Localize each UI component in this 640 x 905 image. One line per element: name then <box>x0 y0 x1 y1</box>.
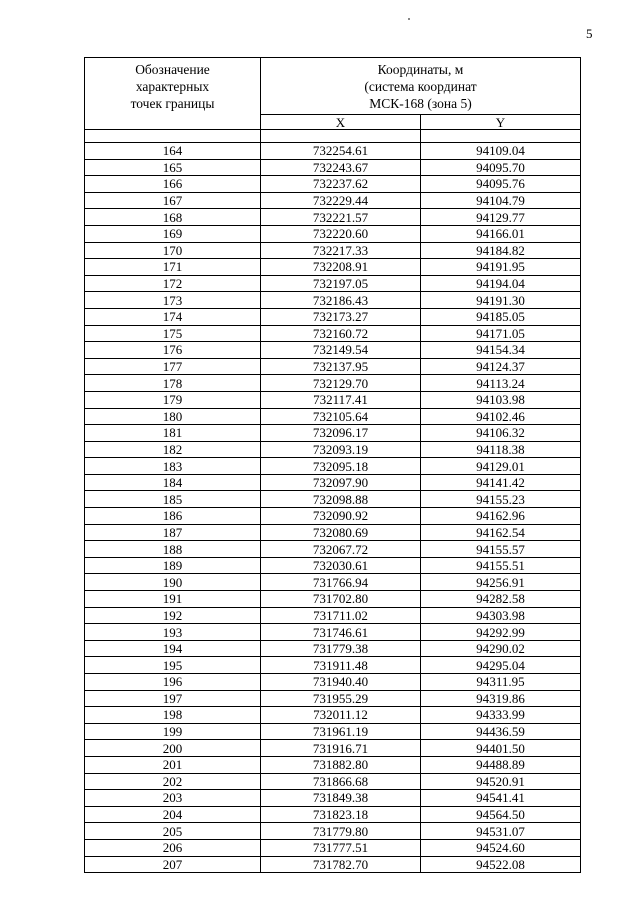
point-id-cell: 169 <box>85 225 261 242</box>
point-id-cell: 188 <box>85 541 261 558</box>
point-id-cell: 176 <box>85 342 261 359</box>
x-coordinate-cell: 731766.94 <box>261 574 421 591</box>
point-id-cell: 199 <box>85 723 261 740</box>
table-row <box>85 159 581 176</box>
y-coordinate-cell: 94104.79 <box>421 192 581 209</box>
y-coordinate-cell: 94155.57 <box>421 541 581 558</box>
y-coordinate-cell: 94319.86 <box>421 690 581 707</box>
point-id-cell: 191 <box>85 591 261 608</box>
table-row <box>85 308 581 325</box>
y-coordinate-cell: 94290.02 <box>421 640 581 657</box>
point-id-cell: 187 <box>85 524 261 541</box>
point-id-cell: 202 <box>85 773 261 790</box>
table-row <box>85 839 581 856</box>
coordinates-header-line: МСК-168 (зона 5) <box>369 96 472 111</box>
x-coordinate-cell: 731782.70 <box>261 856 421 873</box>
y-coordinate-cell: 94256.91 <box>421 574 581 591</box>
table-row <box>85 674 581 691</box>
y-coordinate-cell: 94333.99 <box>421 707 581 724</box>
table-row <box>85 408 581 425</box>
y-coordinate-cell: 94155.23 <box>421 491 581 508</box>
coordinates-header-line: (система координат <box>364 79 477 94</box>
point-id-cell: 178 <box>85 375 261 392</box>
blank-cell <box>261 130 421 143</box>
table-row <box>85 209 581 226</box>
point-id-cell: 167 <box>85 192 261 209</box>
point-id-cell: 165 <box>85 159 261 176</box>
y-coordinate-cell: 94191.95 <box>421 259 581 276</box>
point-id-cell: 205 <box>85 823 261 840</box>
axis-x-header: X <box>261 115 421 130</box>
table-row <box>85 342 581 359</box>
table-row <box>85 375 581 392</box>
point-id-cell: 190 <box>85 574 261 591</box>
table-row <box>85 740 581 757</box>
x-coordinate-cell: 732095.18 <box>261 458 421 475</box>
y-coordinate-cell: 94185.05 <box>421 308 581 325</box>
table-row <box>85 524 581 541</box>
table-row <box>85 458 581 475</box>
point-id-cell: 198 <box>85 707 261 724</box>
x-coordinate-cell: 732229.44 <box>261 192 421 209</box>
point-id-cell: 203 <box>85 790 261 807</box>
table-row <box>85 856 581 873</box>
x-coordinate-cell: 732186.43 <box>261 292 421 309</box>
x-coordinate-cell: 732030.61 <box>261 557 421 574</box>
x-coordinate-cell: 732237.62 <box>261 176 421 193</box>
blank-separator-row <box>85 130 581 143</box>
table-row <box>85 176 581 193</box>
y-coordinate-cell: 94106.32 <box>421 425 581 442</box>
y-coordinate-cell: 94095.70 <box>421 159 581 176</box>
x-coordinate-cell: 732093.19 <box>261 441 421 458</box>
point-id-cell: 207 <box>85 856 261 873</box>
point-id-cell: 201 <box>85 756 261 773</box>
x-coordinate-cell: 731940.40 <box>261 674 421 691</box>
point-id-cell: 200 <box>85 740 261 757</box>
point-id-cell: 195 <box>85 657 261 674</box>
table-row <box>85 225 581 242</box>
point-id-cell: 196 <box>85 674 261 691</box>
page-number: 5 <box>586 26 593 41</box>
x-coordinate-cell: 732105.64 <box>261 408 421 425</box>
y-coordinate-cell: 94311.95 <box>421 674 581 691</box>
table-row <box>85 325 581 342</box>
y-coordinate-cell: 94166.01 <box>421 225 581 242</box>
point-id-cell: 170 <box>85 242 261 259</box>
points-header-line: Обозначение <box>135 62 210 77</box>
x-coordinate-cell: 732098.88 <box>261 491 421 508</box>
x-coordinate-cell: 732149.54 <box>261 342 421 359</box>
x-coordinate-cell: 732197.05 <box>261 275 421 292</box>
point-id-cell: 179 <box>85 391 261 408</box>
y-coordinate-cell: 94162.54 <box>421 524 581 541</box>
y-coordinate-cell: 94292.99 <box>421 624 581 641</box>
x-coordinate-cell: 732096.17 <box>261 425 421 442</box>
table-row <box>85 690 581 707</box>
x-coordinate-cell: 732208.91 <box>261 259 421 276</box>
y-coordinate-cell: 94401.50 <box>421 740 581 757</box>
x-coordinate-cell: 732137.95 <box>261 358 421 375</box>
y-coordinate-cell: 94191.30 <box>421 292 581 309</box>
table-row <box>85 591 581 608</box>
table-header-row <box>85 58 581 115</box>
table-row <box>85 242 581 259</box>
boundary-coordinates-table <box>84 57 581 873</box>
point-id-cell: 186 <box>85 508 261 525</box>
y-coordinate-cell: 94171.05 <box>421 325 581 342</box>
point-id-cell: 181 <box>85 425 261 442</box>
blank-cell <box>421 130 581 143</box>
x-coordinate-cell: 731955.29 <box>261 690 421 707</box>
y-coordinate-cell: 94564.50 <box>421 806 581 823</box>
y-coordinate-cell: 94141.42 <box>421 474 581 491</box>
y-coordinate-cell: 94113.24 <box>421 375 581 392</box>
table-row <box>85 474 581 491</box>
point-id-cell: 164 <box>85 143 261 160</box>
y-coordinate-cell: 94531.07 <box>421 823 581 840</box>
y-coordinate-cell: 94524.60 <box>421 839 581 856</box>
x-coordinate-cell: 731779.80 <box>261 823 421 840</box>
y-coordinate-cell: 94184.82 <box>421 242 581 259</box>
x-coordinate-cell: 731823.18 <box>261 806 421 823</box>
scan-speck <box>408 18 410 20</box>
y-coordinate-cell: 94129.01 <box>421 458 581 475</box>
y-coordinate-cell: 94103.98 <box>421 391 581 408</box>
table-row <box>85 358 581 375</box>
table-row <box>85 391 581 408</box>
x-coordinate-cell: 731911.48 <box>261 657 421 674</box>
points-header <box>85 58 261 130</box>
point-id-cell: 204 <box>85 806 261 823</box>
point-id-cell: 177 <box>85 358 261 375</box>
x-coordinate-cell: 731866.68 <box>261 773 421 790</box>
point-id-cell: 180 <box>85 408 261 425</box>
table-row <box>85 640 581 657</box>
point-id-cell: 189 <box>85 557 261 574</box>
table-row <box>85 756 581 773</box>
point-id-cell: 172 <box>85 275 261 292</box>
table-body <box>85 143 581 873</box>
points-header-line: характерных <box>135 79 210 94</box>
table-row <box>85 541 581 558</box>
point-id-cell: 193 <box>85 624 261 641</box>
x-coordinate-cell: 731779.38 <box>261 640 421 657</box>
y-coordinate-cell: 94522.08 <box>421 856 581 873</box>
y-coordinate-cell: 94520.91 <box>421 773 581 790</box>
table-row <box>85 823 581 840</box>
y-coordinate-cell: 94541.41 <box>421 790 581 807</box>
table-row <box>85 292 581 309</box>
table-row <box>85 574 581 591</box>
point-id-cell: 175 <box>85 325 261 342</box>
x-coordinate-cell: 731961.19 <box>261 723 421 740</box>
table-row <box>85 806 581 823</box>
y-coordinate-cell: 94095.76 <box>421 176 581 193</box>
table-row <box>85 624 581 641</box>
point-id-cell: 192 <box>85 607 261 624</box>
x-coordinate-cell: 732090.92 <box>261 508 421 525</box>
y-coordinate-cell: 94295.04 <box>421 657 581 674</box>
x-coordinate-cell: 732129.70 <box>261 375 421 392</box>
table-row <box>85 790 581 807</box>
x-coordinate-cell: 731882.80 <box>261 756 421 773</box>
y-coordinate-cell: 94155.51 <box>421 557 581 574</box>
point-id-cell: 206 <box>85 839 261 856</box>
table-row <box>85 143 581 160</box>
y-coordinate-cell: 94118.38 <box>421 441 581 458</box>
point-id-cell: 182 <box>85 441 261 458</box>
y-coordinate-cell: 94303.98 <box>421 607 581 624</box>
x-coordinate-cell: 732254.61 <box>261 143 421 160</box>
table-row <box>85 607 581 624</box>
point-id-cell: 183 <box>85 458 261 475</box>
axis-y-header: Y <box>421 115 581 130</box>
point-id-cell: 168 <box>85 209 261 226</box>
points-header-line: точек границы <box>130 96 215 111</box>
table-row <box>85 441 581 458</box>
y-coordinate-cell: 94124.37 <box>421 358 581 375</box>
x-coordinate-cell: 731916.71 <box>261 740 421 757</box>
table-row <box>85 723 581 740</box>
coordinates-header-line: Координаты, м <box>377 62 464 77</box>
x-coordinate-cell: 731702.80 <box>261 591 421 608</box>
point-id-cell: 171 <box>85 259 261 276</box>
x-coordinate-cell: 732117.41 <box>261 391 421 408</box>
point-id-cell: 173 <box>85 292 261 309</box>
x-coordinate-cell: 732217.33 <box>261 242 421 259</box>
x-coordinate-cell: 731746.61 <box>261 624 421 641</box>
point-id-cell: 166 <box>85 176 261 193</box>
x-coordinate-cell: 732067.72 <box>261 541 421 558</box>
point-id-cell: 197 <box>85 690 261 707</box>
y-coordinate-cell: 94488.89 <box>421 756 581 773</box>
y-coordinate-cell: 94109.04 <box>421 143 581 160</box>
point-id-cell: 184 <box>85 474 261 491</box>
y-coordinate-cell: 94194.04 <box>421 275 581 292</box>
y-coordinate-cell: 94162.96 <box>421 508 581 525</box>
table-row <box>85 508 581 525</box>
point-id-cell: 174 <box>85 308 261 325</box>
y-coordinate-cell: 94129.77 <box>421 209 581 226</box>
x-coordinate-cell: 732243.67 <box>261 159 421 176</box>
y-coordinate-cell: 94102.46 <box>421 408 581 425</box>
table-row <box>85 773 581 790</box>
x-coordinate-cell: 732160.72 <box>261 325 421 342</box>
x-coordinate-cell: 731711.02 <box>261 607 421 624</box>
x-coordinate-cell: 732011.12 <box>261 707 421 724</box>
table-row <box>85 259 581 276</box>
table-row <box>85 657 581 674</box>
point-id-cell: 185 <box>85 491 261 508</box>
coordinates-header <box>261 58 581 115</box>
x-coordinate-cell: 732220.60 <box>261 225 421 242</box>
table-row <box>85 557 581 574</box>
x-coordinate-cell: 732097.90 <box>261 474 421 491</box>
x-coordinate-cell: 731777.51 <box>261 839 421 856</box>
x-coordinate-cell: 732173.27 <box>261 308 421 325</box>
table-row <box>85 425 581 442</box>
table-row <box>85 707 581 724</box>
table-row <box>85 275 581 292</box>
y-coordinate-cell: 94154.34 <box>421 342 581 359</box>
table-row <box>85 491 581 508</box>
y-coordinate-cell: 94436.59 <box>421 723 581 740</box>
x-coordinate-cell: 732080.69 <box>261 524 421 541</box>
blank-cell <box>85 130 261 143</box>
point-id-cell: 194 <box>85 640 261 657</box>
x-coordinate-cell: 731849.38 <box>261 790 421 807</box>
x-coordinate-cell: 732221.57 <box>261 209 421 226</box>
y-coordinate-cell: 94282.58 <box>421 591 581 608</box>
table-row <box>85 192 581 209</box>
